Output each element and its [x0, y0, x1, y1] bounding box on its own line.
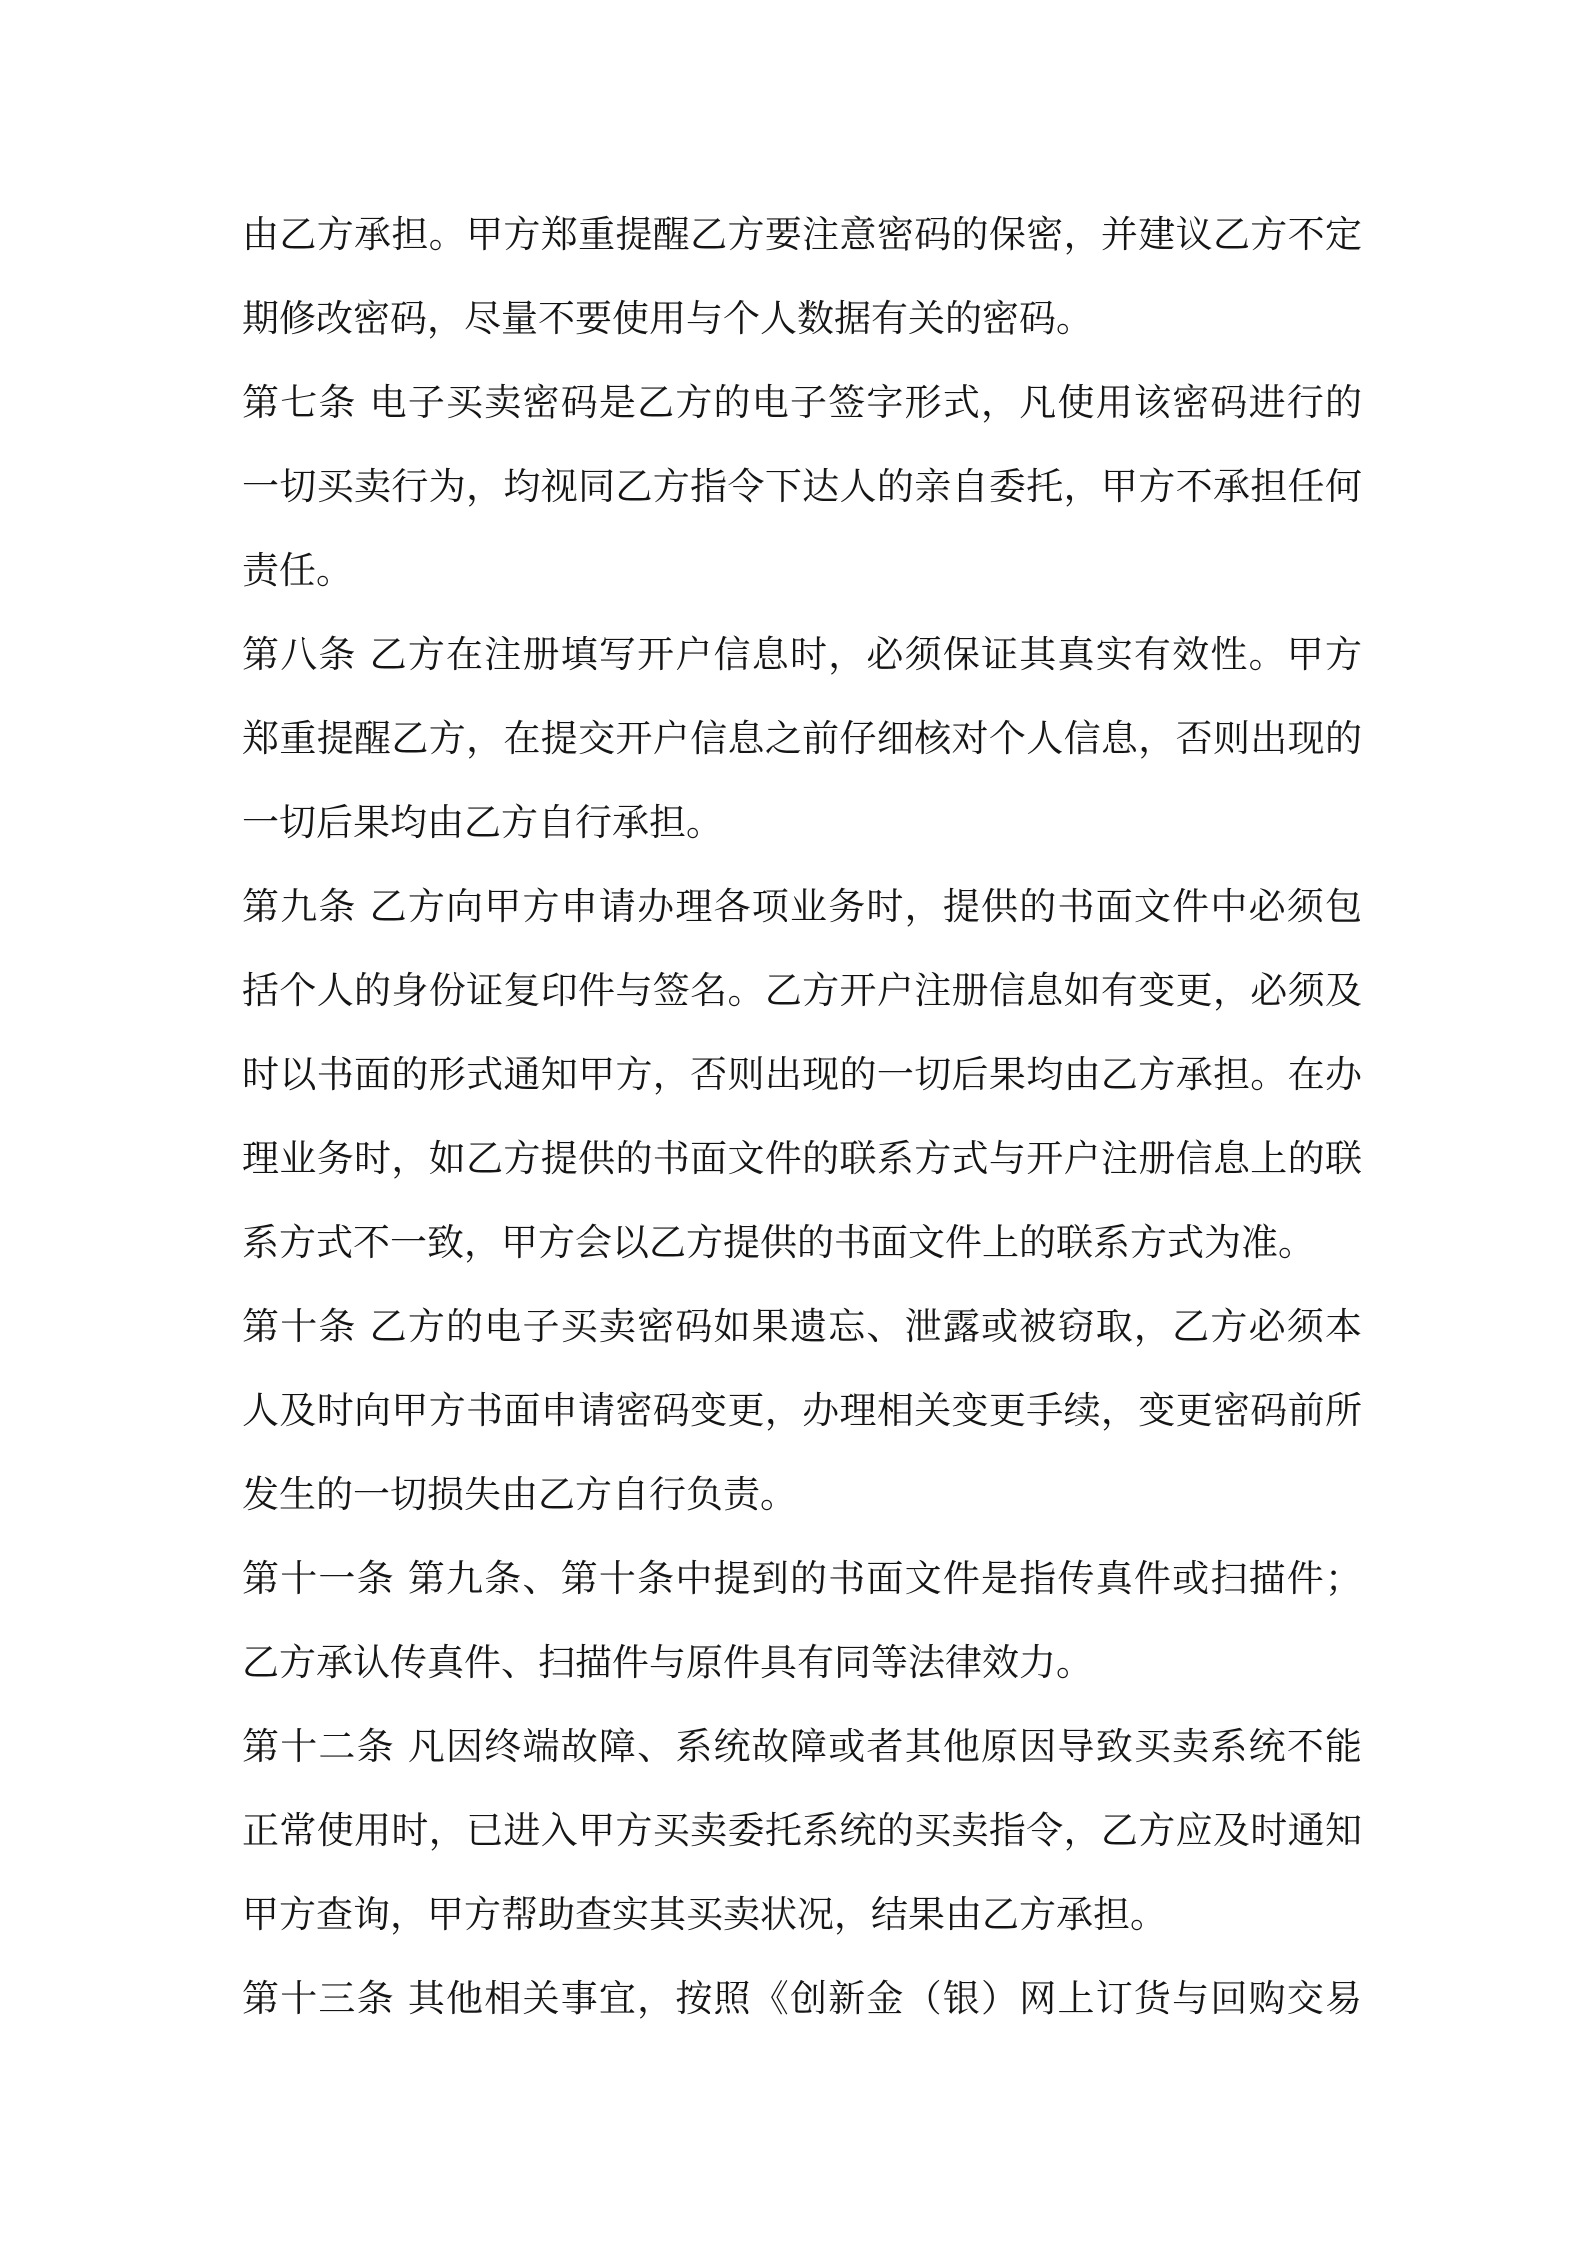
- text-line: 一切后果均由乙方自行承担。: [242, 801, 723, 844]
- text-line: 时以书面的形式通知甲方，否则出现的一切后果均由乙方承担。在办: [242, 1053, 1362, 1096]
- text-line: 第八条 乙方在注册填写开户信息时，必须保证其真实有效性。甲方: [242, 633, 1362, 676]
- text-line: 第十二条 凡因终端故障、系统故障或者其他原因导致买卖系统不能: [242, 1725, 1362, 1768]
- text-line: 第十一条 第九条、第十条中提到的书面文件是指传真件或扫描件；: [242, 1557, 1362, 1600]
- text-line: 人及时向甲方书面申请密码变更，办理相关变更手续，变更密码前所: [242, 1389, 1362, 1432]
- text-line: 第九条 乙方向甲方申请办理各项业务时，提供的书面文件中必须包: [242, 885, 1362, 928]
- text-line: 发生的一切损失由乙方自行负责。: [242, 1473, 797, 1516]
- text-line: 第十三条 其他相关事宜，按照《创新金（银）网上订货与回购交易: [242, 1977, 1362, 2020]
- text-line: 一切买卖行为，均视同乙方指令下达人的亲自委托，甲方不承担任何: [242, 465, 1362, 508]
- text-line: 乙方承认传真件、扫描件与原件具有同等法律效力。: [242, 1641, 1093, 1684]
- text-line: 括个人的身份证复印件与签名。乙方开户注册信息如有变更，必须及: [242, 969, 1362, 1012]
- text-line: 正常使用时，已进入甲方买卖委托系统的买卖指令，乙方应及时通知: [242, 1809, 1362, 1852]
- text-line: 理业务时，如乙方提供的书面文件的联系方式与开户注册信息上的联: [242, 1137, 1362, 1180]
- text-line: 第十条 乙方的电子买卖密码如果遗忘、泄露或被窃取，乙方必须本: [242, 1305, 1362, 1348]
- text-line: 期修改密码，尽量不要使用与个人数据有关的密码。: [242, 297, 1093, 340]
- text-line: 甲方查询，甲方帮助查实其买卖状况，结果由乙方承担。: [242, 1893, 1167, 1936]
- text-line: 由乙方承担。甲方郑重提醒乙方要注意密码的保密，并建议乙方不定: [242, 213, 1362, 256]
- text-line: 系方式不一致，甲方会以乙方提供的书面文件上的联系方式为准。: [242, 1221, 1315, 1264]
- text-line: 郑重提醒乙方，在提交开户信息之前仔细核对个人信息，否则出现的: [242, 717, 1362, 760]
- text-line: 第七条 电子买卖密码是乙方的电子签字形式，凡使用该密码进行的: [242, 381, 1362, 424]
- text-line: 责任。: [242, 549, 353, 592]
